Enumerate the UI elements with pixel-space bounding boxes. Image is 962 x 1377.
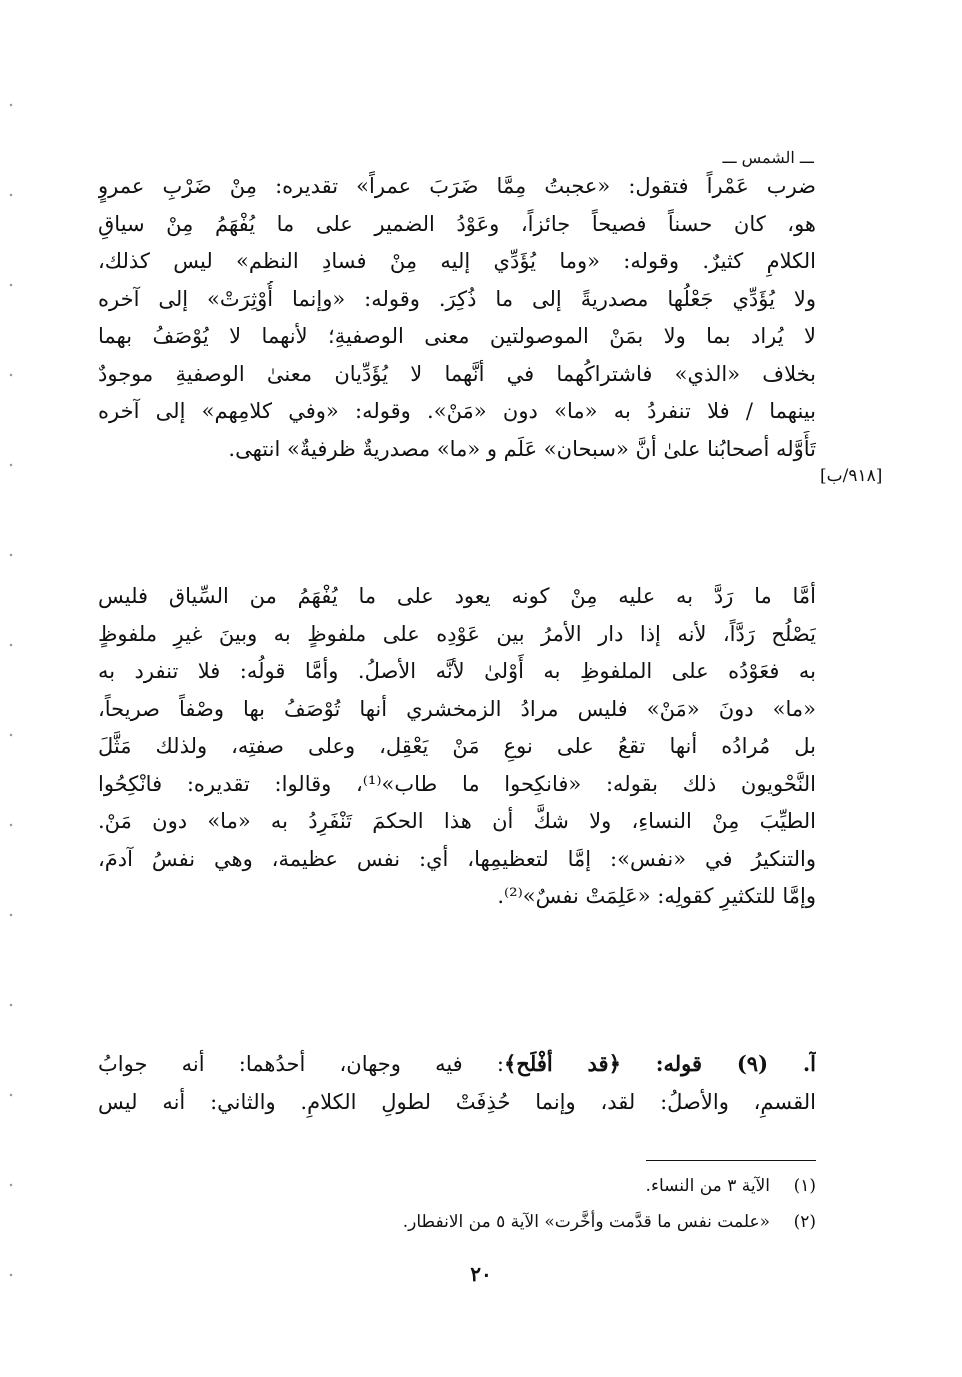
verse-number: آ. (٩) قوله: [620,1051,816,1076]
text-line: الكلامِ كثيرٌ. وقوله: «وما يُؤَدِّي إليه مِنْ فسادِ النظم» ليس كذلك، [98,249,816,273]
text-line: هو، كان حسناً فصيحاً جائزاً، وعَوْدُ الضمير على ما يُفْهَمُ مِنْ سياقِ [98,211,816,236]
verse-line [98,1045,816,1084]
footnote [116,1168,816,1204]
text-line: النَّحْويون ذلك بقوله: «فانكِحوا ما طاب»⁽¹⁾، وقالوا: تقديره: فانْكِحُوا [98,771,816,796]
text-line: القسمِ، والأصلُ: لقد، وإنما حُذِفَتْ لطولِ الكلامِ. والثاني: أنه ليس [98,1089,816,1114]
text-line: بخلاف «الذي» فاشتراكُهما في أنَّهما لا يُؤَدِّيان معنىٰ الوصفيةِ موجودٌ [98,361,816,386]
footnotes [116,1168,816,1240]
running-header: ـــ الشمس ـــ [722,148,814,167]
margin-folio-reference: [٩١٨/ب] [820,466,883,486]
footnote-separator [646,1160,816,1161]
text-line: يَصْلُح رَدَّاً، لأنه إذا دار الأمرُ بين عَوْدِه على ملفوظٍ به وبينَ غيرِ ملفوظٍ [98,621,816,646]
quran-quote: ﴿قد أفْلَح﴾ [504,1051,621,1076]
text-line: الطيِّبَ مِنْ النساءِ، ولا شكَّ أن هذا الحكمَ تَنْفَرِدُ به «ما» دون مَنْ. [98,809,816,833]
text-line: ضرب عَمْراً فتقول: «عجبتُ مِمَّا ضَرَبَ عمراً» تقديره: مِنْ ضَرْبِ عمروٍ [98,174,816,198]
paragraph-2 [98,578,816,916]
paragraph-3 [98,1045,816,1121]
paragraph-1 [98,168,816,468]
text-line: «ما» دونَ «مَنْ» فليس مرادُ الزمخشري أنها تُوْصَفُ بها وصْفاً صريحاً، [98,696,816,721]
footnote-text: الآية ٣ من النساء. [645,1176,770,1196]
footnote [116,1204,816,1240]
text-line: ولا يُؤَدِّي جَعْلُها مصدريةً إلى ما ذُكِرَ. وقوله: «وإنما أُوْثِرَتْ» إلى آخره [98,286,816,311]
text-line: تَأَوَّله أصحابُنا علىٰ أنَّ «سبحان» عَلَم و «ما» مصدريةٌ ظرفيةٌ» انتهى. [228,436,816,461]
footnote-number: (٢) [793,1212,816,1232]
page-number: ٢٠ [470,1262,492,1286]
text-line: وإمَّا للتكثيرِ كقولِه: «عَلِمَتْ نفسٌ»⁽²⁾. [497,884,816,908]
text-line: بل مُرادُه أنها تقعُ على نوعِ مَنْ يَعْقِل، وعلى صفتِه، ولذلك مَثَّلَ [98,734,816,758]
footnote-number: (١) [793,1176,816,1196]
text-line: والتنكيرُ في «نفس»: إمَّا لتعظيمِها، أي: نفس عظيمة، وهي نفسُ آدمَ، [98,846,816,871]
verse-commentary: : فيه وجهان، أحدُهما: أنه جوابُ [98,1052,504,1076]
text-line: به فعَوْدُه على الملفوظِ به أَوْلىٰ لأنَّه الأصلُ. وأمَّا قولُه: فلا تنفرد به [98,659,816,683]
text-line: لا يُراد بما ولا بمَنْ الموصولتين معنى الوصفيةِ؛ لأنهما لا يُوْصَفُ بهما [98,324,816,348]
scan-edge-dots [8,60,14,1340]
text-line: بينهما / فلا تنفردُ به «ما» دون «مَنْ». وقوله: «وفي كلامِهم» إلى آخره [98,399,816,423]
footnote-text: «علمت نفس ما قدَّمت وأخَّرت» الآية ٥ من الانفطار. [402,1212,770,1232]
text-line: أمَّا ما رَدَّ به عليه مِنْ كونه يعود على ما يُفْهَمُ من السِّياق فليس [98,584,816,608]
